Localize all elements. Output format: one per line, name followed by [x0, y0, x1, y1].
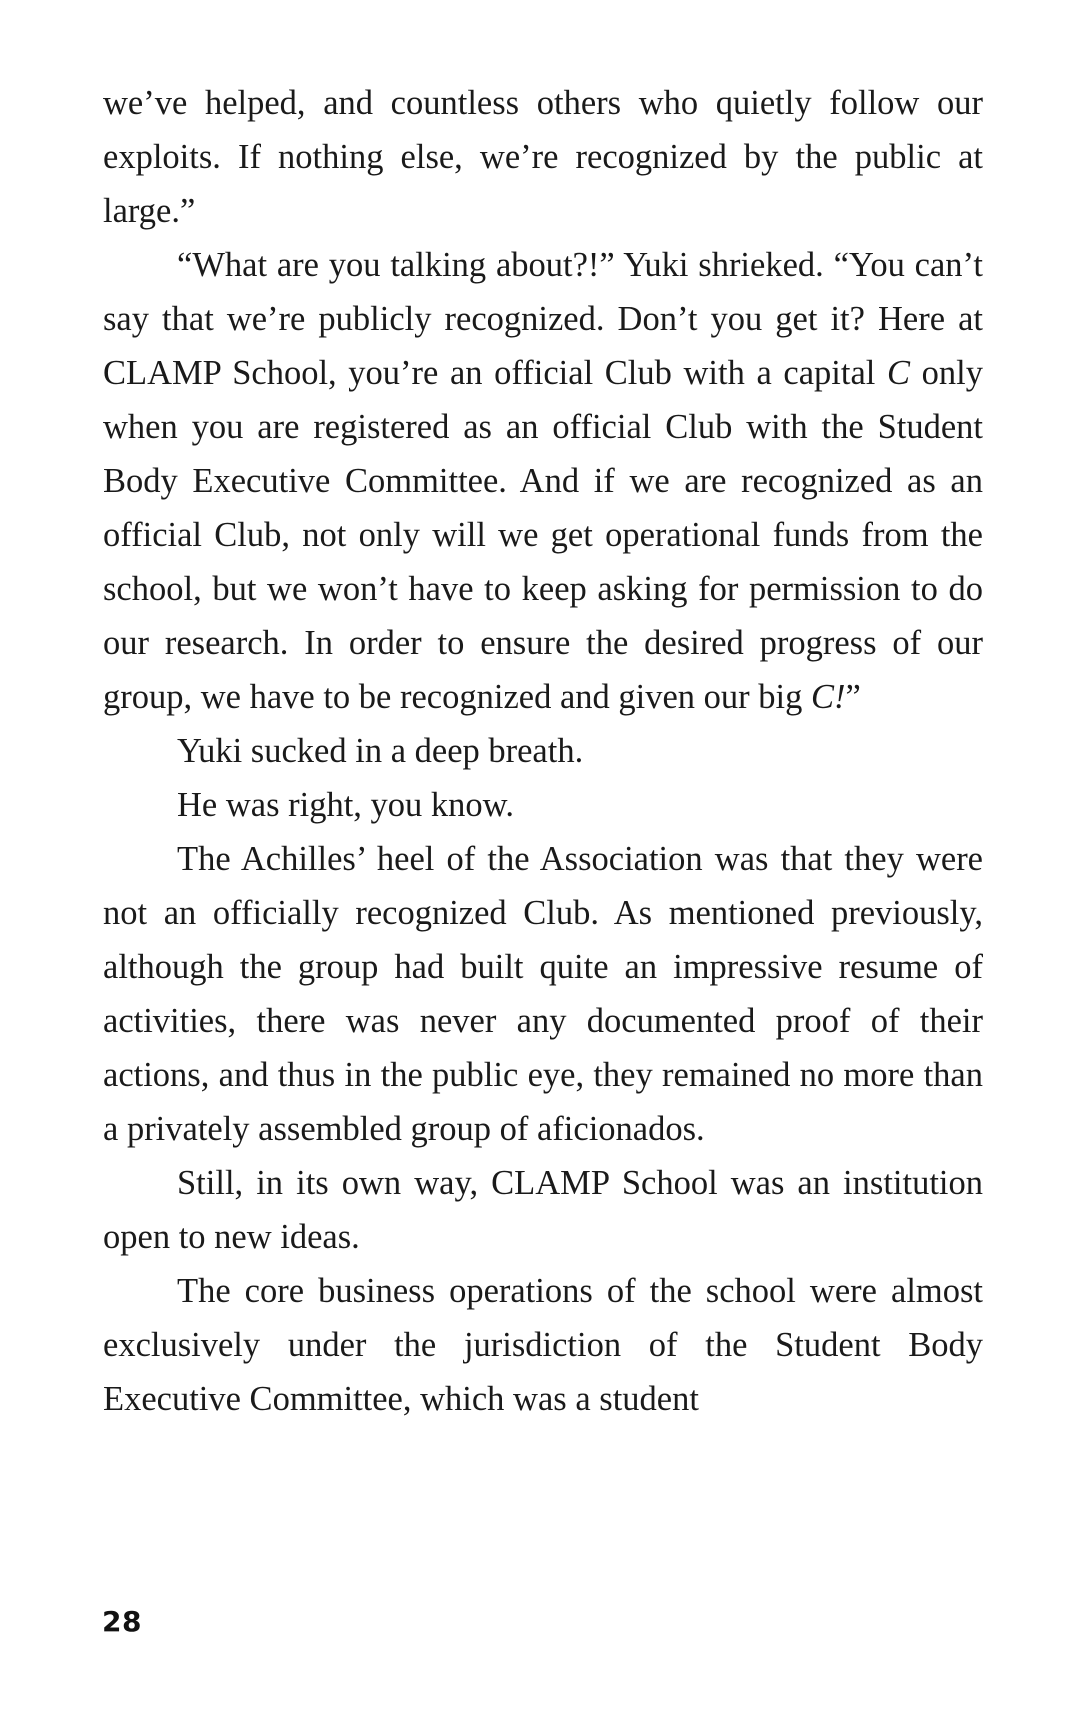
italic-text: C [887, 354, 911, 392]
paragraph [103, 724, 983, 778]
paragraph-text: He was right, you know. [177, 786, 514, 824]
paragraph-text: Yuki sucked in a deep breath. [177, 732, 584, 770]
paragraph-text: ” [845, 678, 861, 716]
paragraph [103, 832, 983, 1156]
italic-text: C! [810, 678, 846, 716]
paragraph-text: “What are you talking about?!” Yuki shrieked. “You can’t say that we’re publicly recognized. Don’t you get it? Here at CLAMP School, you’re an official Club with a capital [103, 246, 983, 392]
paragraph-text: only when you are registered as an official Club with the Student Body Executive Committee. And if we are recognized as an official Club, not only will we get operational funds from the school, but we won’t have to keep asking for permission to do our research. In order to ensure the desired progress of our group, we have to be recognized and given our big [103, 354, 983, 716]
paragraph [103, 1156, 983, 1264]
page-number: 28 [102, 1605, 142, 1638]
paragraph [103, 238, 983, 724]
paragraph-text: we’ve helped, and countless others who quietly follow our exploits. If nothing else, we’re recognized by the public at large.” [103, 84, 983, 230]
paragraph [103, 778, 983, 832]
paragraph [103, 76, 983, 238]
paragraph-text: The Achilles’ heel of the Association was that they were not an officially recognized Club. As mentioned previously, although the group had built quite an impressive resume of activities, there was never any documented proof of their actions, and thus in the public eye, they remained no more than a privately assembled group of aficionados. [103, 840, 983, 1148]
paragraph-text: The core business operations of the school were almost exclusively under the jurisdiction of the Student Body Executive Committee, which was a student [103, 1272, 983, 1418]
paragraph-text: Still, in its own way, CLAMP School was an institution open to new ideas. [103, 1164, 983, 1256]
paragraph [103, 1264, 983, 1426]
body-text [103, 76, 983, 1426]
